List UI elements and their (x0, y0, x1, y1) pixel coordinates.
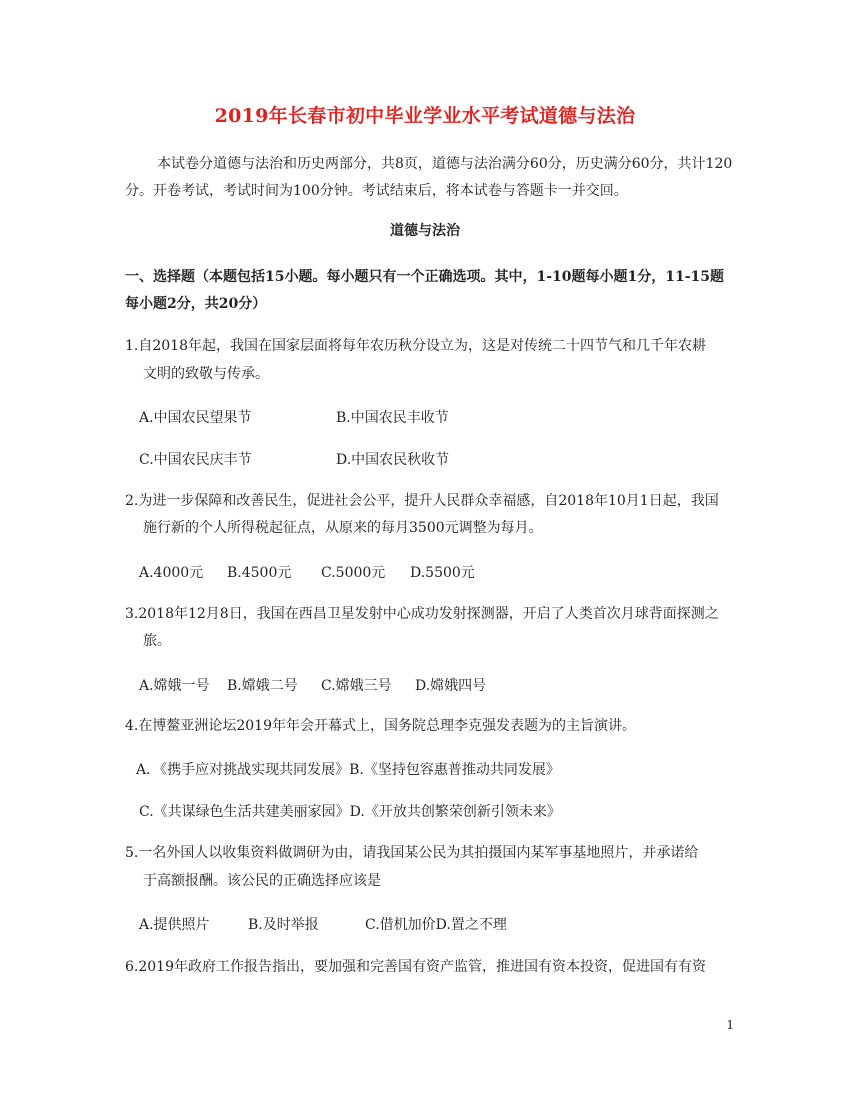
question-3-line-2: 旅。 (143, 633, 171, 649)
question-4-line-1: 4.在博鳌亚洲论坛2019年年会开幕式上，国务院总理李克强发表题为的主旨演讲。 (125, 718, 636, 734)
question-5-option-a: A.提供照片 (139, 917, 210, 933)
section-heading-line-2: 每小题2分，共20分） (125, 296, 267, 312)
question-1-option-a: A.中国农民望果节 (139, 410, 252, 426)
intro-line-2: 分。开卷考试，考试时间为100分钟。考试结束后，将本试卷与答题卡一并交回。 (125, 183, 628, 199)
question-2-option-d: D.5500元 (410, 565, 475, 581)
question-4-options-line-1: A．《携手应对挑战实现共同发展》B.《坚持包容惠普推动共同发展》 (136, 762, 560, 778)
question-3-option-d: D.嫦娥四号 (415, 678, 487, 694)
intro-line-1: 本试卷分道德与法治和历史两部分，共8页，道德与法治满分60分，历史满分60分，共计120 (157, 156, 733, 172)
question-1-option-c: C.中国农民庆丰节 (139, 452, 252, 468)
question-2-option-a: A.4000元 (139, 565, 204, 581)
question-3-option-a: A.嫦娥一号 (139, 678, 210, 694)
question-6-line-1: 6.2019年政府工作报告指出，要加强和完善国有资产监管，推进国有资本投资，促进国有有资 (125, 959, 706, 975)
question-2-line-1: 2.为进一步保障和改善民生，促进社会公平，提升人民群众幸福感，自2018年10月1日起，我国 (125, 493, 719, 509)
section-heading-line-1: 一、选择题（本题包括15小题。每小题只有一个正确选项。其中，1-10题每小题1分，11-15题 (125, 269, 725, 285)
question-5-line-1: 5.一名外国人以收集资料做调研为由，请我国某公民为其拍摄国内某军事基地照片，并承诺给 (125, 845, 699, 861)
question-5-line-2: 于高额报酬。该公民的正确选择应该是 (143, 873, 381, 889)
question-1-line-1: 1.自2018年起，我国在国家层面将每年农历秋分设立为，这是对传统二十四节气和几千年农耕 (125, 338, 706, 354)
question-5-option-c-d: C.借机加价D.置之不理 (365, 917, 507, 933)
question-1-option-d: D.中国农民秋收节 (336, 452, 450, 468)
page-title: 2019年长春市初中毕业学业水平考试道德与法治 (214, 105, 636, 127)
question-2-option-b: B.4500元 (227, 565, 292, 581)
question-1-option-b: B.中国农民丰收节 (336, 410, 449, 426)
question-5-option-b: B.及时举报 (248, 917, 319, 933)
question-3-option-b: B.嫦娥二号 (227, 678, 298, 694)
question-2-option-c: C.5000元 (321, 565, 386, 581)
question-3-option-c: C.嫦娥三号 (321, 678, 392, 694)
page-number: 1 (726, 1018, 734, 1032)
question-2-line-2: 施行新的个人所得税起征点，从原来的每月3500元调整为每月。 (143, 520, 543, 536)
question-3-line-1: 3.2018年12月8日，我国在西昌卫星发射中心成功发射探测器，开启了人类首次月球背面探测之 (125, 606, 719, 622)
subject-heading: 道德与法治 (390, 223, 460, 239)
question-4-options-line-2: C.《共谋绿色生活共建美丽家园》D.《开放共创繁荣创新引领未来》 (139, 804, 561, 820)
question-1-line-2: 文明的致敬与传承。 (143, 366, 269, 382)
